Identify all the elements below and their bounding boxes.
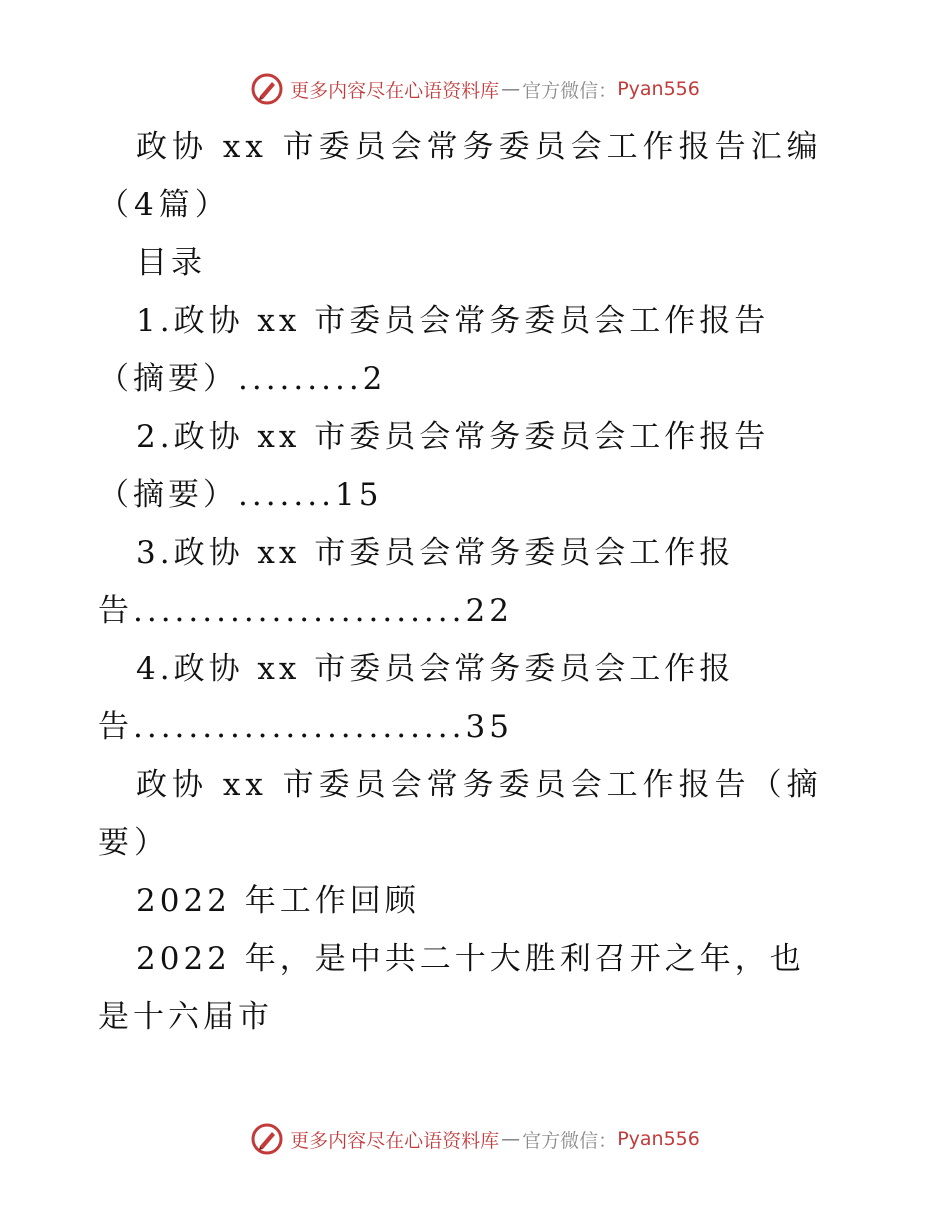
section-title: 政协 xx 市委员会常务委员会工作报告（摘要） [98, 767, 823, 861]
watermark-footer [0, 1122, 950, 1156]
watermark-separator: — [501, 78, 521, 100]
pen-circle-logo-icon [250, 72, 284, 106]
toc-heading: 目录 [136, 245, 206, 281]
watermark-wechat-label: 官方微信： [522, 79, 618, 102]
document-title: 政协 xx 市委员会常务委员会工作报告汇编（4篇） [98, 129, 823, 223]
watermark-wechat-id: Pyan556 [617, 78, 700, 100]
watermark-text: 更多内容尽在心语资料库 [290, 1129, 500, 1152]
watermark-wechat-label: 官方微信： [522, 1129, 618, 1152]
section-subheading: 2022 年工作回顾 [136, 883, 420, 919]
toc-item-3: 3.政协 xx 市委员会常务委员会工作报告........................22 [98, 535, 735, 629]
watermark-separator: — [501, 1128, 521, 1150]
toc-item-4: 4.政协 xx 市委员会常务委员会工作报告........................35 [98, 651, 735, 745]
document-body [98, 118, 838, 1046]
watermark-wechat-id: Pyan556 [617, 1128, 700, 1150]
body-paragraph: 2022 年，是中共二十大胜利召开之年，也是十六届市 [98, 941, 805, 1035]
toc-item-2: 2.政协 xx 市委员会常务委员会工作报告（摘要）.......15 [98, 419, 770, 513]
watermark-header [0, 72, 950, 106]
toc-item-1: 1.政协 xx 市委员会常务委员会工作报告（摘要）.........2 [98, 303, 770, 397]
pen-circle-logo-icon [250, 1122, 284, 1156]
watermark-text: 更多内容尽在心语资料库 [290, 79, 500, 102]
